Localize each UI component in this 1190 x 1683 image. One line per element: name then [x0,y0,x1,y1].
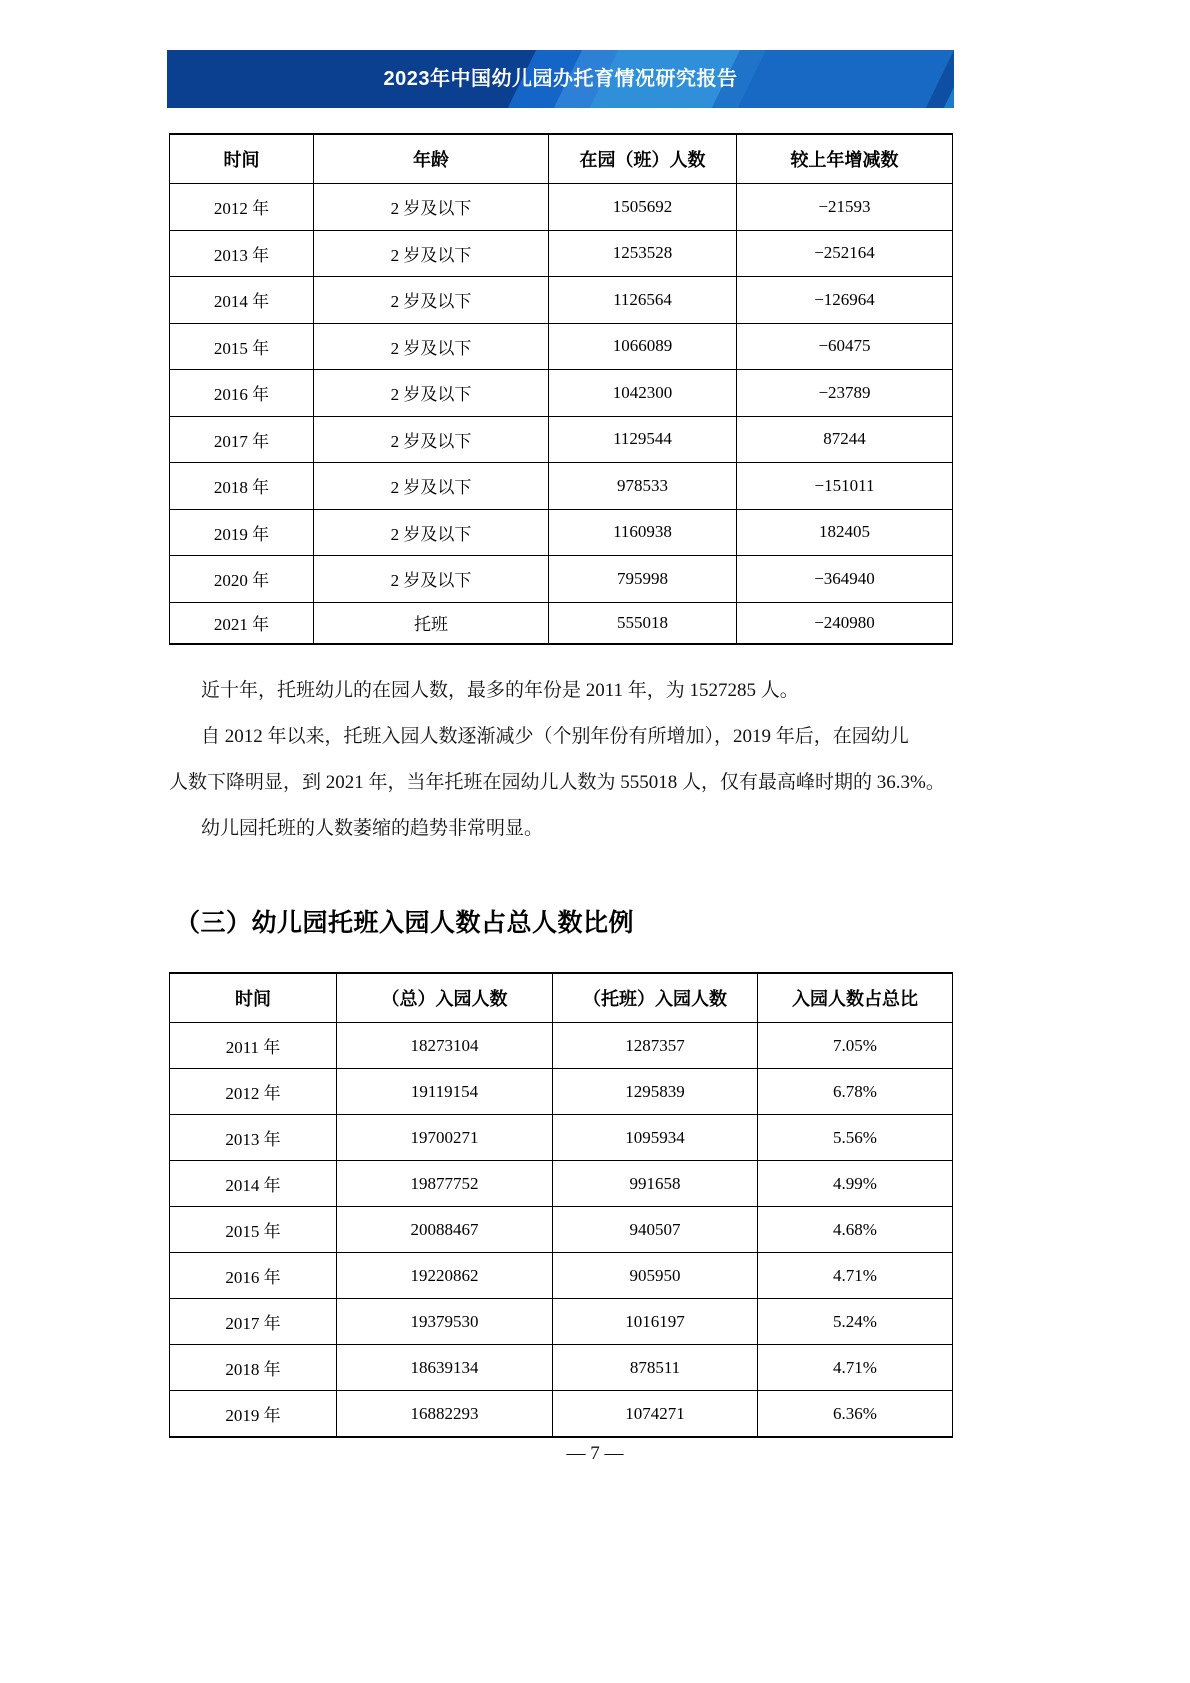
cell-time: 2011 年 [170,1023,337,1069]
cell-nursery: 878511 [553,1345,758,1391]
cell-time: 2012 年 [170,184,314,231]
cell-change: −151011 [737,463,953,510]
cell-share: 6.36% [758,1391,953,1438]
table-row [170,602,953,644]
cell-age: 2 岁及以下 [314,370,549,417]
cell-time: 2019 年 [170,1391,337,1438]
cell-change: −60475 [737,323,953,370]
cell-count: 1066089 [549,323,737,370]
page-number-footer: — 7 — [566,1443,624,1464]
table-row [170,463,953,510]
cell-total: 19700271 [337,1115,553,1161]
cell-count: 1505692 [549,184,737,231]
table2-header [170,973,953,1023]
cell-change: −240980 [737,602,953,644]
cell-count: 1126564 [549,277,737,324]
table2-col-share: 入园人数占总比 [758,973,953,1023]
cell-count: 1042300 [549,370,737,417]
table-row [170,1023,953,1069]
table-row [170,323,953,370]
table-row [170,556,953,603]
page-header-banner [167,50,954,108]
cell-time: 2021 年 [170,602,314,644]
cell-count: 1160938 [549,509,737,556]
cell-nursery: 1074271 [553,1391,758,1438]
cell-total: 19220862 [337,1253,553,1299]
cell-time: 2014 年 [170,277,314,324]
table1-col-change: 较上年增减数 [737,134,953,184]
table2-col-total: （总）入园人数 [337,973,553,1023]
table2-col-nursery: （托班）入园人数 [553,973,758,1023]
table-header-row [170,973,953,1023]
table-row [170,416,953,463]
cell-change: −364940 [737,556,953,603]
cell-time: 2018 年 [170,463,314,510]
cell-nursery: 1287357 [553,1023,758,1069]
cell-time: 2017 年 [170,1299,337,1345]
table1-col-count: 在园（班）人数 [549,134,737,184]
cell-nursery: 991658 [553,1161,758,1207]
table-row [170,1207,953,1253]
table2-body [170,1023,953,1438]
cell-share: 4.68% [758,1207,953,1253]
cell-share: 4.71% [758,1253,953,1299]
table-row [170,277,953,324]
cell-nursery: 1095934 [553,1115,758,1161]
cell-change: −23789 [737,370,953,417]
enrollment-share-table [169,972,953,1438]
table-row [170,1115,953,1161]
cell-change: 87244 [737,416,953,463]
cell-time: 2012 年 [170,1069,337,1115]
cell-age: 2 岁及以下 [314,556,549,603]
table-row [170,1345,953,1391]
paragraph-trend-line2: 人数下降明显，到 2021 年，当年托班在园幼儿人数为 555018 人，仅有最高峰时期的 36.3%。 [169,772,945,793]
cell-count: 795998 [549,556,737,603]
cell-total: 18639134 [337,1345,553,1391]
table1-header [170,134,953,184]
table1-col-age: 年龄 [314,134,549,184]
cell-change: −126964 [737,277,953,324]
cell-age: 2 岁及以下 [314,323,549,370]
cell-time: 2014 年 [170,1161,337,1207]
table-header-row [170,134,953,184]
cell-age: 2 岁及以下 [314,509,549,556]
cell-time: 2015 年 [170,1207,337,1253]
cell-total: 20088467 [337,1207,553,1253]
cell-total: 18273104 [337,1023,553,1069]
table-row [170,1299,953,1345]
cell-total: 19877752 [337,1161,553,1207]
cell-age: 2 岁及以下 [314,416,549,463]
cell-share: 7.05% [758,1023,953,1069]
cell-time: 2020 年 [170,556,314,603]
table1-body [170,184,953,644]
cell-time: 2018 年 [170,1345,337,1391]
cell-count: 555018 [549,602,737,644]
cell-share: 4.71% [758,1345,953,1391]
cell-time: 2013 年 [170,230,314,277]
table2-col-time: 时间 [170,973,337,1023]
table1-col-time: 时间 [170,134,314,184]
cell-nursery: 1016197 [553,1299,758,1345]
cell-time: 2015 年 [170,323,314,370]
table-row [170,509,953,556]
cell-age: 2 岁及以下 [314,184,549,231]
cell-age: 2 岁及以下 [314,230,549,277]
cell-time: 2016 年 [170,1253,337,1299]
table-row [170,1069,953,1115]
table-row [170,230,953,277]
cell-count: 1129544 [549,416,737,463]
cell-count: 978533 [549,463,737,510]
table-row [170,1161,953,1207]
cell-change: 182405 [737,509,953,556]
cell-share: 4.99% [758,1161,953,1207]
cell-total: 16882293 [337,1391,553,1438]
cell-age: 托班 [314,602,549,644]
cell-time: 2019 年 [170,509,314,556]
cell-nursery: 1295839 [553,1069,758,1115]
kindergarten-enrollment-table [169,133,953,645]
cell-age: 2 岁及以下 [314,277,549,324]
cell-share: 5.24% [758,1299,953,1345]
table-row [170,1253,953,1299]
section-heading-three: （三）幼儿园托班入园人数占总人数比例 [175,909,635,937]
cell-share: 5.56% [758,1115,953,1161]
paragraph-peak-year: 近十年，托班幼儿的在园人数，最多的年份是 2011 年，为 1527285 人。 [201,680,799,701]
cell-nursery: 940507 [553,1207,758,1253]
paragraph-trend-line1: 自 2012 年以来，托班入园人数逐渐减少（个别年份有所增加），2019 年后，在园幼儿 [201,726,909,747]
report-title: 2023年中国幼儿园办托育情况研究报告 [383,68,738,90]
cell-time: 2017 年 [170,416,314,463]
cell-age: 2 岁及以下 [314,463,549,510]
cell-change: −21593 [737,184,953,231]
table-row [170,184,953,231]
cell-change: −252164 [737,230,953,277]
cell-total: 19379530 [337,1299,553,1345]
table-row [170,370,953,417]
paragraph-shrink-conclusion: 幼儿园托班的人数萎缩的趋势非常明显。 [201,818,544,839]
cell-time: 2013 年 [170,1115,337,1161]
table-row [170,1391,953,1438]
cell-nursery: 905950 [553,1253,758,1299]
cell-total: 19119154 [337,1069,553,1115]
cell-time: 2016 年 [170,370,314,417]
cell-count: 1253528 [549,230,737,277]
cell-share: 6.78% [758,1069,953,1115]
